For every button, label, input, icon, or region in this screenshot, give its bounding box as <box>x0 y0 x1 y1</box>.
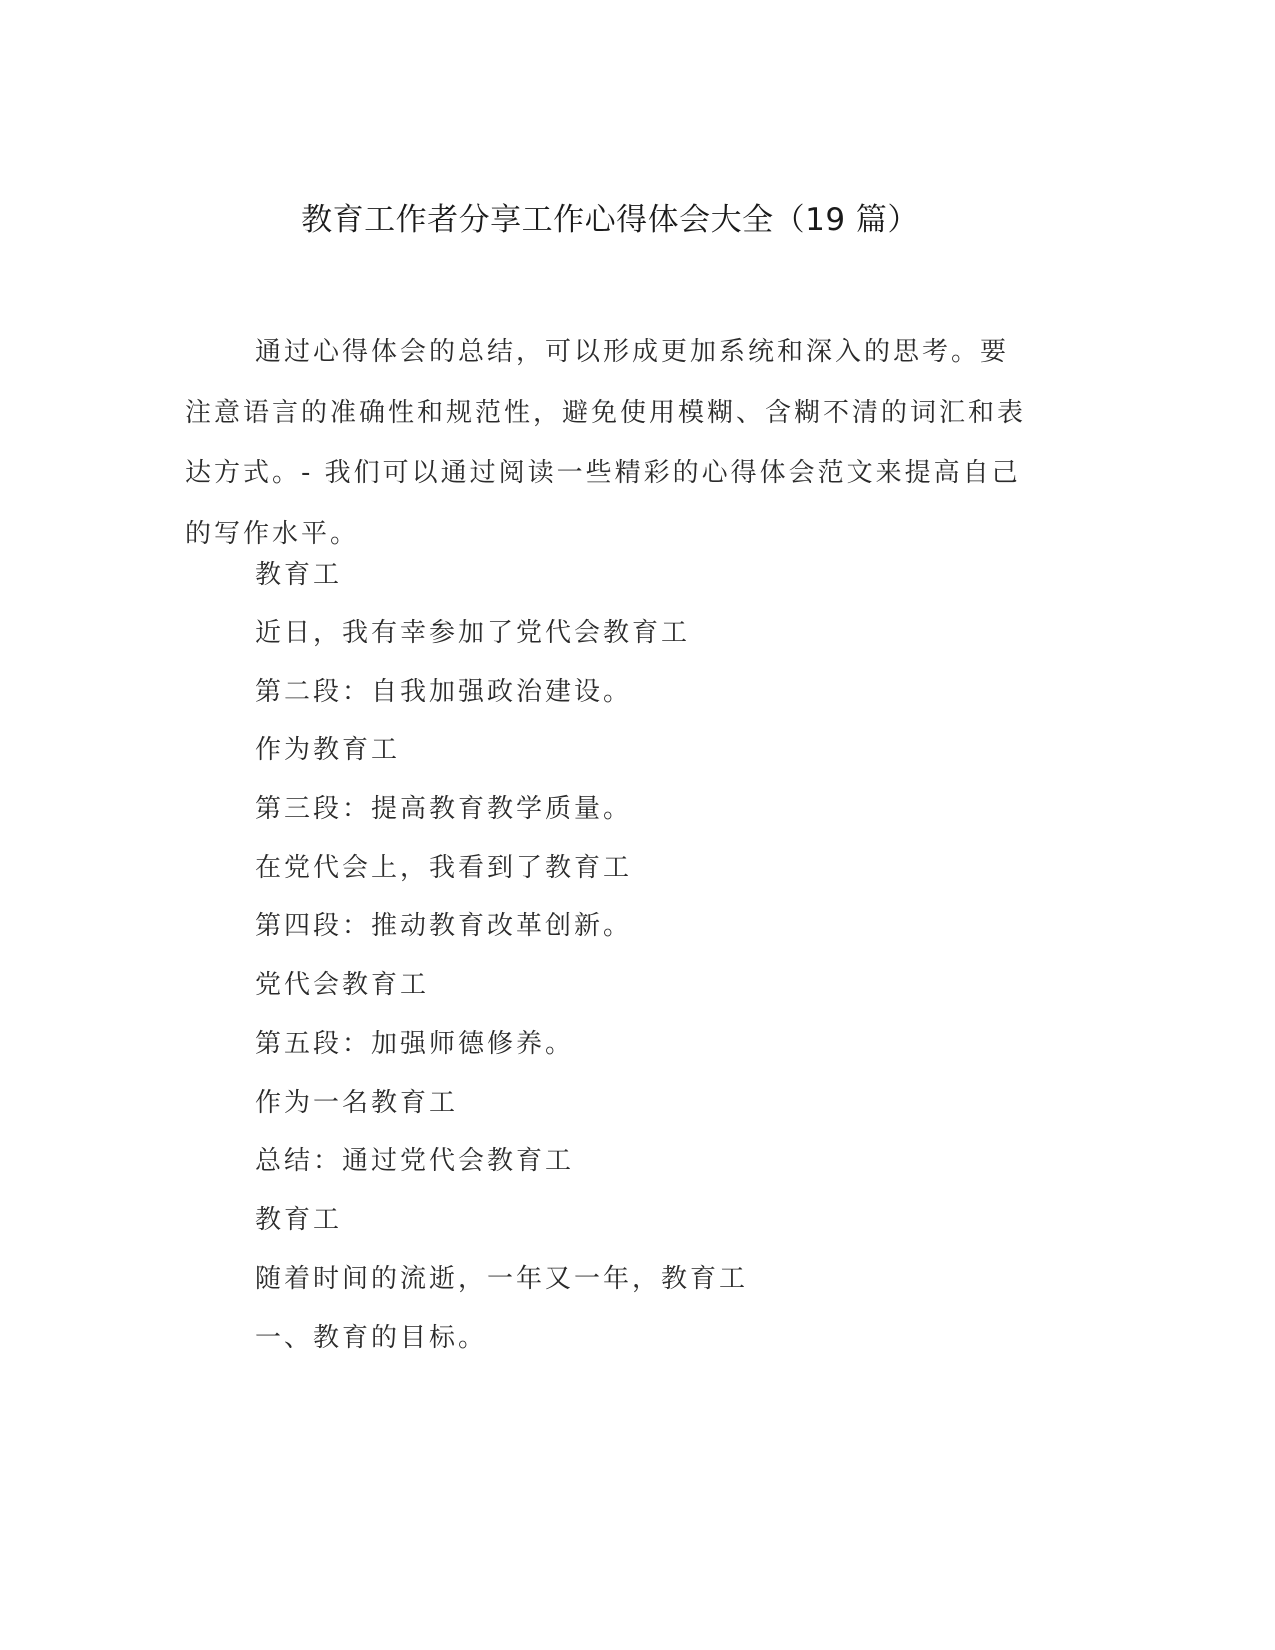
paragraph: 第五段：加强师德修养。 <box>255 1029 575 1059</box>
document-title: 教育工作者分享工作心得体会大全（19 篇） <box>301 202 919 238</box>
paragraph: 第三段：提高教育教学质量。 <box>255 794 633 824</box>
paragraph: 教育工 <box>255 560 343 590</box>
paragraph: 作为一名教育工 <box>255 1088 459 1118</box>
paragraph: 一、教育的目标。 <box>255 1323 488 1353</box>
paragraph: 党代会教育工 <box>255 970 430 1000</box>
paragraph: 总结：通过党代会教育工 <box>255 1146 575 1176</box>
paragraph: 近日，我有幸参加了党代会教育工 <box>255 618 691 648</box>
paragraph: 在党代会上，我看到了教育工 <box>255 853 633 883</box>
paragraph: 第四段：推动教育改革创新。 <box>255 911 633 941</box>
paragraph: 第二段：自我加强政治建设。 <box>255 677 633 707</box>
paragraph: 教育工 <box>255 1205 343 1235</box>
intro-paragraph: 通过心得体会的总结，可以形成更加系统和深入的思考。要注意语言的准确性和规范性，避免使用模糊、含糊不清的词汇和表达方式。- 我们可以通过阅读一些精彩的心得体会范文来提高自己的写作水平。 <box>185 337 1027 549</box>
paragraph: 作为教育工 <box>255 735 401 765</box>
paragraph: 随着时间的流逝，一年又一年，教育工 <box>255 1264 749 1294</box>
